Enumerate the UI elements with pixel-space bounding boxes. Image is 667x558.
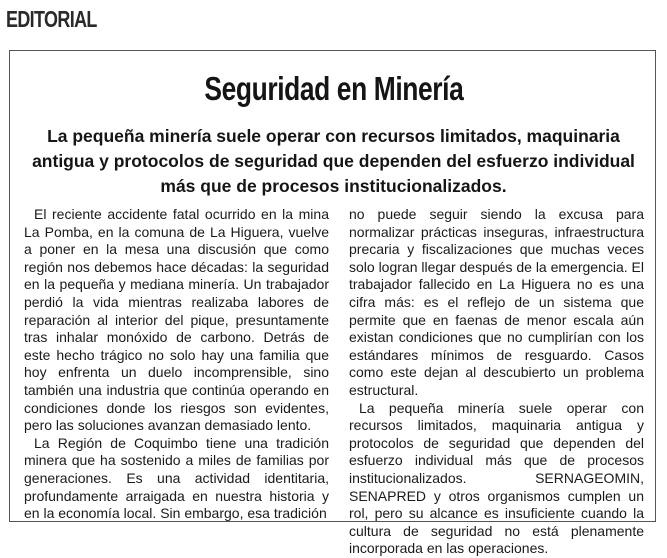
- article-headline: [0, 69, 667, 109]
- article-headline-text: Seguridad en Minería: [204, 70, 463, 107]
- article-paragraph: La Región de Coquimbo tiene una tradición minera que ha sostenido a miles de familias por generaciones. Es una actividad identitaria, profundamente arraigada en nuestra historia y en la economía local. Sin embargo, esa tradición: [24, 434, 329, 522]
- article-column-right: [349, 206, 644, 558]
- article-column-left: [24, 206, 329, 523]
- section-label: EDITORIAL: [6, 6, 97, 32]
- article-paragraph: La pequeña minería suele operar con recursos limitados, maquinaria antigua y protocolos de seguridad que dependen del esfuerzo individual más que de procesos institucionalizados. SERNAGEOMIN, SENAPRED y otros organismos cumplen un rol, pero su alcance es insuficiente cuando la cultura de seguridad no está plenamente incorporada en las operaciones.: [349, 399, 644, 557]
- article-paragraph: El reciente accidente fatal ocurrido en la mina La Pomba, en la comuna de La Higuera, vuelve a poner en la mesa una discusión que como región nos debemos hace décadas: la seguridad en la pequeña y mediana minería. Un trabajador perdió la vida mientras realizaba labores de reparación al interior del pique, presuntamente tras inhalar monóxido de carbono. Detrás de este hecho trágico no solo hay una familia que hoy enfrenta un duelo incomprensible, sino también una industria que continúa operando en condiciones donde los riesgos son evidentes, pero las soluciones avanzan demasiado lento.: [24, 206, 329, 434]
- article-deck: La pequeña minería suele operar con recursos limitados, maquinaria antigua y protocolos de seguridad que dependen del esfuerzo individual más que de procesos institucionalizados.: [32, 126, 635, 196]
- article-paragraph: no puede seguir siendo la excusa para normalizar prácticas inseguras, infraestructura precaria y fiscalizaciones que muchas veces solo logran llegar después de la emergencia. El trabajador fallecido en La Higuera no es una cifra más: es el reflejo de un sistema que permite que en faenas de menor escala aún existan condiciones que no cumplirían con los estándares mínimos de resguardo. Casos como este dejan al descubierto un problema estructural.: [349, 206, 644, 398]
